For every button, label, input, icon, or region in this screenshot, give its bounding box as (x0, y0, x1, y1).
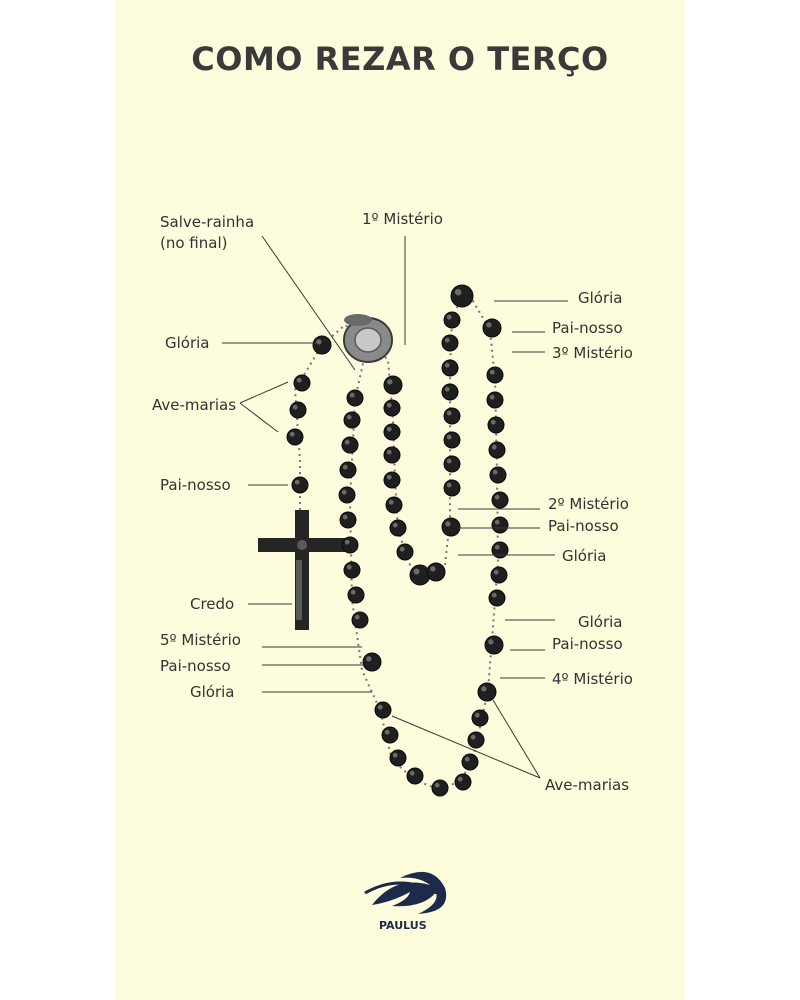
rosary-bead (472, 710, 488, 726)
rosary-bead (442, 360, 458, 376)
label-pai-nosso-left-bottom: Pai-nosso (160, 657, 231, 675)
label-gloria-left-bottom: Glória (190, 683, 235, 701)
bead-highlight (455, 289, 462, 296)
label-pai-nosso-right-mid: Pai-nosso (548, 517, 619, 535)
bead-highlight (295, 480, 300, 485)
label-gloria-right-mid: Glória (562, 547, 607, 565)
rosary-bead (444, 432, 460, 448)
bead-highlight (290, 432, 295, 437)
bead-highlight (490, 395, 495, 400)
bead-highlight (447, 459, 452, 464)
rosary-bead (290, 402, 306, 418)
rosary-bead (492, 542, 508, 558)
label-salve-rainha-1: Salve-rainha (160, 213, 255, 231)
rosary-bead (375, 702, 391, 718)
bead-highlight (471, 735, 476, 740)
bead-highlight (343, 465, 348, 470)
rosary-bead (384, 376, 402, 394)
bead-highlight (297, 378, 302, 383)
rosary-bead (483, 319, 501, 337)
bead-highlight (342, 490, 347, 495)
crucifix (258, 510, 348, 630)
rosary-bead (444, 408, 460, 424)
rosary-bead (294, 375, 310, 391)
rosary-bead (492, 492, 508, 508)
rosary-bead (344, 412, 360, 428)
bead-highlight (343, 515, 348, 520)
bead-highlight (492, 593, 497, 598)
bead-highlight (495, 495, 500, 500)
bead-highlight (445, 387, 450, 392)
rosary-bead (384, 424, 400, 440)
rosary-bead (397, 544, 413, 560)
bead-highlight (447, 435, 452, 440)
rosary-bead (444, 456, 460, 472)
bead-highlight (378, 705, 383, 710)
rosary-bead (313, 336, 331, 354)
bead-highlight (490, 370, 495, 375)
bead-highlight (347, 565, 352, 570)
bead-highlight (495, 545, 500, 550)
bead-highlight (458, 777, 463, 782)
rosary-bead (442, 335, 458, 351)
bead-highlight (316, 339, 321, 344)
bead-highlight (387, 450, 392, 455)
rosary-bead (390, 520, 406, 536)
bead-highlight (393, 523, 398, 528)
rosary-bead (485, 636, 503, 654)
bead-highlight (387, 403, 392, 408)
bead-highlight (481, 686, 486, 691)
bead-highlight (430, 566, 435, 571)
bead-highlight (387, 427, 392, 432)
rosary-bead (386, 497, 402, 513)
bead-highlight (351, 590, 356, 595)
rosary-bead (487, 392, 503, 408)
rosary-bead (488, 417, 504, 433)
bead-highlight (447, 483, 452, 488)
bead-highlight (387, 475, 392, 480)
bead-highlight (366, 656, 371, 661)
label-ave-marias-right: Ave-marias (545, 776, 630, 794)
bead-highlight (495, 520, 500, 525)
bead-highlight (445, 363, 450, 368)
label-ave-marias-left: Ave-marias (152, 396, 237, 414)
label-5-misterio: 5º Mistério (160, 631, 241, 649)
bead-highlight (445, 338, 450, 343)
label-credo: Credo (190, 595, 235, 613)
rosary-bead (489, 590, 505, 606)
label-gloria-left-top: Glória (165, 334, 210, 352)
rosary-bead (384, 400, 400, 416)
rosary-bead (432, 780, 448, 796)
rosary-bead (444, 312, 460, 328)
bead-highlight (293, 405, 298, 410)
bead-highlight (400, 547, 405, 552)
bead-highlight (492, 445, 497, 450)
bead-highlight (447, 411, 452, 416)
bead-highlight (345, 440, 350, 445)
label-pai-nosso-left: Pai-nosso (160, 476, 231, 494)
bead-highlight (410, 771, 415, 776)
rosary-bead (347, 390, 363, 406)
rosary-bead (487, 367, 503, 383)
rosary-bead (444, 480, 460, 496)
rosary-bead (384, 447, 400, 463)
rosary-bead (451, 285, 473, 307)
label-4-misterio: 4º Mistério (552, 670, 633, 688)
label-salve-rainha-2: (no final) (160, 234, 228, 252)
rosary-bead (340, 512, 356, 528)
bead-highlight (488, 639, 493, 644)
rosary-bead (489, 442, 505, 458)
bead-highlight (345, 540, 350, 545)
rosary-bead (442, 384, 458, 400)
label-2-misterio: 2º Mistério (548, 495, 629, 513)
rosary-bead (462, 754, 478, 770)
bead-highlight (493, 470, 498, 475)
rosary-bead (344, 562, 360, 578)
rosary-bead (490, 467, 506, 483)
rosary-bead (442, 518, 460, 536)
bead-highlight (491, 420, 496, 425)
label-pai-nosso-right-top: Pai-nosso (552, 319, 623, 337)
bead-highlight (435, 783, 440, 788)
rosary-bead (340, 462, 356, 478)
rosary-bead (455, 774, 471, 790)
publisher-logo (365, 872, 446, 932)
rosary-bead (342, 537, 358, 553)
bead-highlight (389, 500, 394, 505)
rosary-bead (491, 567, 507, 583)
bead-highlight (486, 322, 491, 327)
publisher-name: PAULUS (379, 919, 427, 932)
bead-highlight (465, 757, 470, 762)
bead-highlight (475, 713, 480, 718)
label-3-misterio: 3º Mistério (552, 344, 633, 362)
label-gloria-right-top: Glória (578, 289, 623, 307)
bead-highlight (445, 521, 450, 526)
rosary-bead (390, 750, 406, 766)
label-pai-nosso-right-low: Pai-nosso (552, 635, 623, 653)
rosary-bead (427, 563, 445, 581)
rosary-bead (287, 429, 303, 445)
bead-highlight (393, 753, 398, 758)
bead-highlight (387, 379, 392, 384)
bead-highlight (447, 315, 452, 320)
rosary-bead (339, 487, 355, 503)
rosary-bead (382, 727, 398, 743)
rosary-bead (478, 683, 496, 701)
page-title: COMO REZAR O TERÇO (191, 40, 609, 78)
rosary-bead (342, 437, 358, 453)
rosary-bead (407, 768, 423, 784)
bead-highlight (385, 730, 390, 735)
rosary-bead (492, 517, 508, 533)
label-gloria-right-low: Glória (578, 613, 623, 631)
bead-highlight (494, 570, 499, 575)
rosary-bead (292, 477, 308, 493)
bead-highlight (355, 615, 360, 620)
rosary-bead (384, 472, 400, 488)
bead-highlight (347, 415, 352, 420)
rosary-bead (363, 653, 381, 671)
centerpiece-medal (344, 314, 392, 362)
rosary-bead (468, 732, 484, 748)
rosary-bead (352, 612, 368, 628)
bead-highlight (414, 569, 420, 575)
rosary-bead (348, 587, 364, 603)
label-1-misterio: 1º Mistério (362, 210, 443, 228)
bead-highlight (350, 393, 355, 398)
